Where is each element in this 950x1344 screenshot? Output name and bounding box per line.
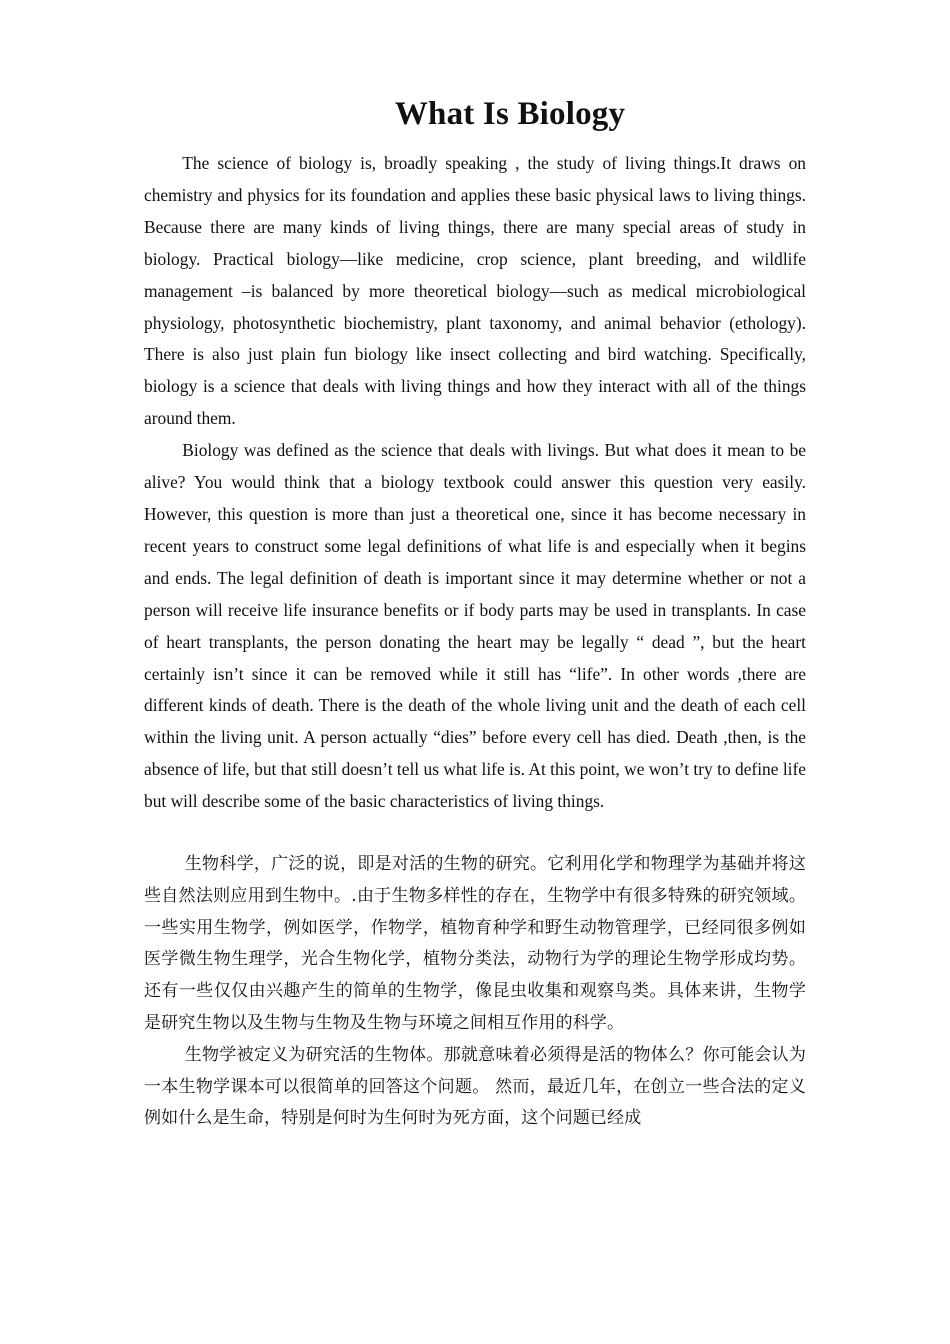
document-title: What Is Biology: [394, 96, 626, 132]
english-paragraph-1: The science of biology is, broadly speaking , the study of living things.It draws on chemistry and physics for its foundation and applies these basic physical laws to living things. Because there are many kinds of living things, there are many special areas of study in biology. Practical biology—like medicine, crop science, plant breeding, and wildlife management –is balanced by more theoretical biology—such as medical microbiological physiology, photosynthetic biochemistry, plant taxonomy, and animal behavior (ethology). There is also just plain fun biology like insect collecting and bird watching. Specifically, biology is a science that deals with living things and how they interact with all of the things around them.: [144, 153, 806, 429]
document-page: [144, 88, 806, 1135]
paragraph-spacer: [144, 818, 806, 849]
chinese-paragraph-2: 生物学被定义为研究活的生物体。那就意味着必须得是活的物体么？你可能会认为一本生物学课本可以很简单的回答这个问题。 然而，最近几年，在创立一些合法的定义例如什么是生命，特别是何时为生何时为死方面，这个问题已经成: [144, 1044, 806, 1129]
english-paragraph-2: Biology was defined as the science that deals with livings. But what does it mean to be alive? You would think that a biology textbook could answer this question very easily. However, this question is more than just a theoretical one, since it has become necessary in recent years to construct some legal definitions of what life is and especially when it begins and ends. The legal definition of death is important since it may determine whether or not a person will receive life insurance benefits or if body parts may be used in transplants. In case of heart transplants, the person donating the heart may be legally “ dead ”, but the heart certainly isn’t since it can be removed while it still has “life”. In other words ,there are different kinds of death. There is the death of the whole living unit and the death of each cell within the living unit. A person actually “dies” before every cell has died. Death ,then, is the absence of life, but that still doesn’t tell us what life is. At this point, we won’t try to define life but will describe some of the basic characteristics of living things.: [144, 440, 806, 812]
chinese-paragraph-1: 生物科学，广泛的说，即是对活的生物的研究。它利用化学和物理学为基础并将这些自然法则应用到生物中。.由于生物多样性的存在，生物学中有很多特殊的研究领域。一些实用生物学，例如医学，作物学，植物育种学和野生动物管理学，已经同很多例如医学微生物生理学，光合生物化学，植物分类法，动物行为学的理论生物学形成均势。还有一些仅仅由兴趣产生的简单的生物学，像昆虫收集和观察鸟类。具体来讲，生物学是研究生物以及生物与生物及生物与环境之间相互作用的科学。: [144, 854, 806, 1034]
